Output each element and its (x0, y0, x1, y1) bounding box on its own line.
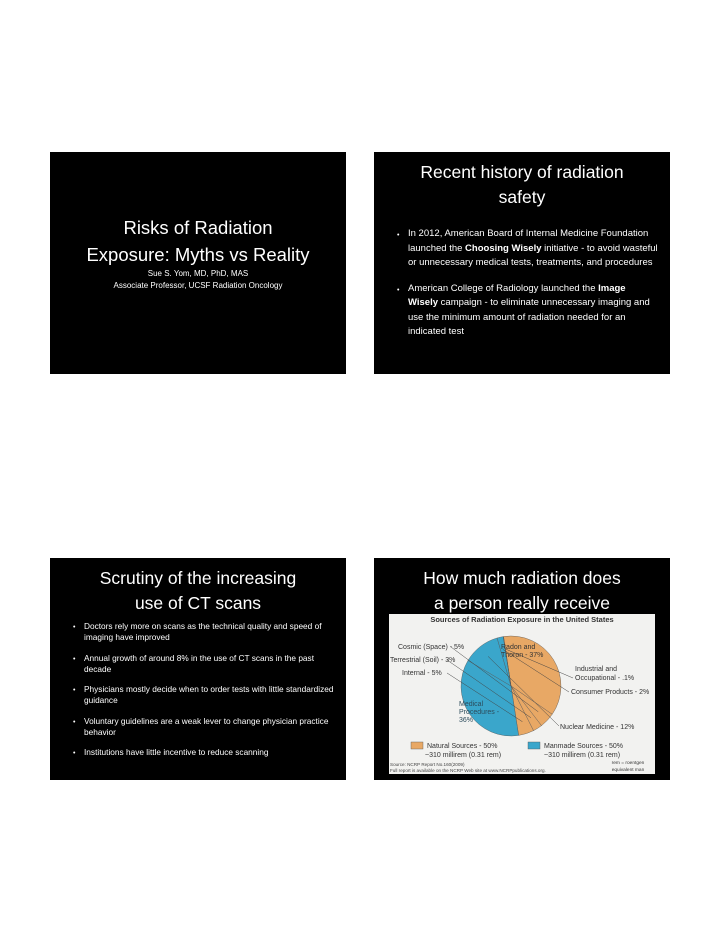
legend-natural-line1: Natural Sources - 50% (427, 743, 498, 750)
slide-radiation-safety-history (374, 152, 670, 374)
slide-title (50, 152, 346, 374)
legend-swatch-manmade (528, 742, 540, 749)
label-radon: Radon and Thoron - 37% (501, 644, 544, 659)
presenter-info (50, 268, 346, 291)
bullet-item (72, 747, 338, 758)
bullet-text: Voluntary guidelines are a weak lever to change physician practice behavior (84, 715, 329, 737)
heading-line-1: How much radiation does (423, 568, 621, 588)
bullet-item (72, 653, 338, 675)
slide-heading (374, 566, 670, 616)
bullet-item (72, 684, 338, 706)
bullet-item (72, 716, 338, 738)
heading-line-2: a person really receive (433, 593, 611, 613)
heading-line-2: safety (498, 187, 546, 207)
bullet-text: In 2012, American Board of Internal Medicine Foundation launched the (408, 228, 649, 254)
bullet-bold-text: Choosing Wisely (465, 242, 542, 254)
rem-note-2: equivalent man (611, 768, 645, 773)
bullet-dot-icon: • (73, 687, 76, 694)
heading-line-1: Scrutiny of the increasing (99, 568, 297, 588)
author-affiliation: Associate Professor, UCSF Radiation Oncology (113, 280, 283, 290)
bullet-text: Physicians mostly decide when to order tests with little standardized guidance (84, 684, 334, 705)
chart-source: Source: NCRP Report No.160(2009) (390, 762, 465, 767)
slide-heading (374, 160, 670, 210)
label-industrial: Industrial and Occupational - .1% (575, 666, 635, 682)
bullet-dot-icon: • (397, 286, 400, 294)
legend-manmade-line2: ~310 millirem (0.31 rem) (544, 752, 621, 759)
bullet-bold-text: Image Wisely (408, 282, 626, 308)
legend-swatch-natural (411, 742, 423, 749)
label-terrestrial: Terrestrial (Soil) - 3% (390, 657, 456, 664)
chart-title: Sources of Radiation Exposure in the United States (430, 615, 614, 624)
bullet-text: American College of Radiology launched the (408, 282, 599, 294)
slide-heading (50, 566, 346, 616)
bullet-list (396, 227, 658, 351)
heading-line-1: Recent history of radiation (420, 162, 624, 182)
bullet-text: Annual growth of around 8% in the use of CT scans in the past decade (84, 652, 314, 674)
rem-note: rem = roentgen (611, 761, 645, 766)
bullet-text: campaign - to eliminate unnecessary imaging and use the minimum amount of radiation needed for an indicated test (408, 297, 650, 337)
label-consumer: Consumer Products - 2% (571, 689, 650, 696)
title-line-1: Risks of Radiation (123, 217, 273, 238)
radiation-sources-chart (389, 614, 655, 774)
bullet-item (396, 227, 658, 271)
bullet-dot-icon: • (73, 624, 76, 631)
label-nuclear: Nuclear Medicine - 12% (560, 724, 635, 731)
bullet-item (72, 621, 338, 643)
bullet-text: Doctors rely more on scans as the technical quality and speed of imaging have improved (84, 621, 322, 642)
label-medical: Medical Procedures -36% (459, 701, 500, 724)
label-cosmic: Cosmic (Space) - 5% (398, 644, 465, 651)
slide-ct-scrutiny (50, 558, 346, 780)
bullet-text: initiative - to avoid wasteful or unnecessary medical tests, treatments, and procedures (408, 242, 658, 268)
bullet-dot-icon: • (73, 750, 76, 757)
heading-line-2: use of CT scans (134, 593, 262, 613)
label-internal: Internal - 5% (402, 670, 442, 677)
title-line-2: Exposure: Myths vs Reality (86, 244, 310, 265)
legend-natural-line2: ~310 millirem (0.31 rem) (425, 752, 502, 759)
bullet-dot-icon: • (397, 232, 400, 239)
bullet-list (72, 621, 338, 768)
bullet-dot-icon: • (73, 655, 76, 663)
author-name: Sue S. Yom, MD, PhD, MAS (147, 269, 249, 278)
bullet-text: Institutions have little incentive to reduce scanning (84, 747, 269, 757)
bullet-item (396, 282, 658, 340)
chart-source-url: Full report is available on the NCRP Web site at www.NCRPpublications.org. (390, 768, 546, 773)
legend-manmade-line1: Manmade Sources - 50% (544, 743, 623, 750)
bullet-dot-icon: • (73, 718, 76, 726)
presentation-title (50, 214, 346, 268)
pie-chart-svg (389, 614, 655, 774)
slide-radiation-received (374, 558, 670, 780)
